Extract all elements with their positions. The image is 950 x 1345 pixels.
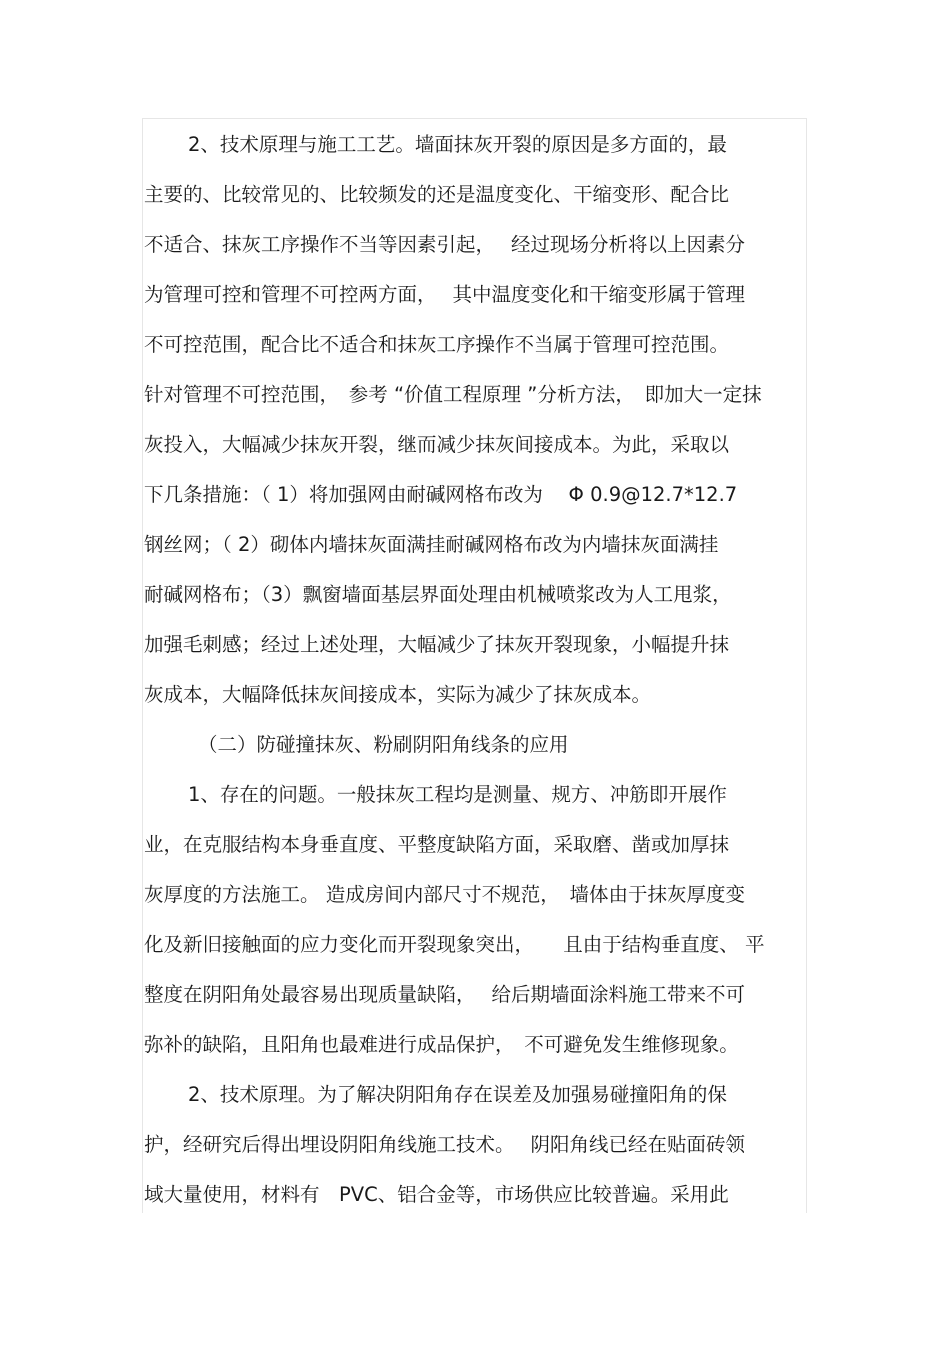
document-body: [144, 120, 804, 1220]
paragraph-line: 整度在阴阳角处最容易出现质量缺陷， 给后期墙面涂料施工带来不可: [144, 983, 745, 1006]
paragraph-line: 为管理可控和管理不可控两方面， 其中温度变化和干缩变形属于管理: [144, 283, 745, 306]
paragraph-line: 针对管理不可控范围， 参考 “价值工程原理 ”分析方法， 即加大一定抹: [144, 383, 762, 406]
paragraph-line: 主要的、比较常见的、比较频发的还是温度变化、干缩变形、配合比: [144, 183, 730, 206]
paragraph-line: 灰投入，大幅减少抹灰开裂，继而减少抹灰间接成本。为此，采取以: [144, 433, 730, 456]
paragraph-line: 2、技术原理与施工工艺。墙面抹灰开裂的原因是多方面的，最: [188, 133, 727, 156]
paragraph-line: 护，经研究后得出埋设阴阳角线施工技术。 阴阳角线已经在贴面砖领: [144, 1133, 745, 1156]
paragraph-line: 加强毛刺感；经过上述处理，大幅减少了抹灰开裂现象，小幅提升抹: [144, 633, 730, 656]
paragraph-line: 1、存在的问题。一般抹灰工程均是测量、规方、冲筋即开展作: [188, 783, 727, 806]
paragraph-line: 钢丝网；（ 2）砌体内墙抹灰面满挂耐碱网格布改为内墙抹灰面满挂: [144, 533, 719, 556]
paragraph-line: 不可控范围，配合比不适合和抹灰工序操作不当属于管理可控范围。: [144, 333, 730, 356]
paragraph-line: 弥补的缺陷，且阳角也最难进行成品保护， 不可避免发生维修现象。: [144, 1033, 739, 1056]
paragraph-line: 耐碱网格布；（3）飘窗墙面基层界面处理由机械喷浆改为人工甩浆，: [144, 583, 732, 606]
section-heading: （二）防碰撞抹灰、粉刷阴阳角线条的应用: [198, 733, 569, 756]
paragraph-line: 灰成本，大幅降低抹灰间接成本，实际为减少了抹灰成本。: [144, 683, 652, 706]
paragraph-line: 灰厚度的方法施工。 造成房间内部尺寸不规范， 墙体由于抹灰厚度变: [144, 883, 745, 906]
paragraph-line: 业，在克服结构本身垂直度、平整度缺陷方面，采取磨、凿或加厚抹: [144, 833, 730, 856]
paragraph-line: 不适合、抹灰工序操作不当等因素引起， 经过现场分析将以上因素分: [144, 233, 745, 256]
paragraph-line: 化及新旧接触面的应力变化而开裂现象突出， 且由于结构垂直度、 平: [144, 933, 765, 956]
paragraph-line: 下几条措施：（ 1）将加强网由耐碱网格布改为 Φ 0.9@12.7*12.7: [144, 483, 738, 506]
paragraph-line: 2、技术原理。为了解决阴阳角存在误差及加强易碰撞阳角的保: [188, 1083, 727, 1106]
paragraph-line: 域大量使用，材料有 PVC、铝合金等，市场供应比较普遍。采用此: [144, 1183, 729, 1206]
